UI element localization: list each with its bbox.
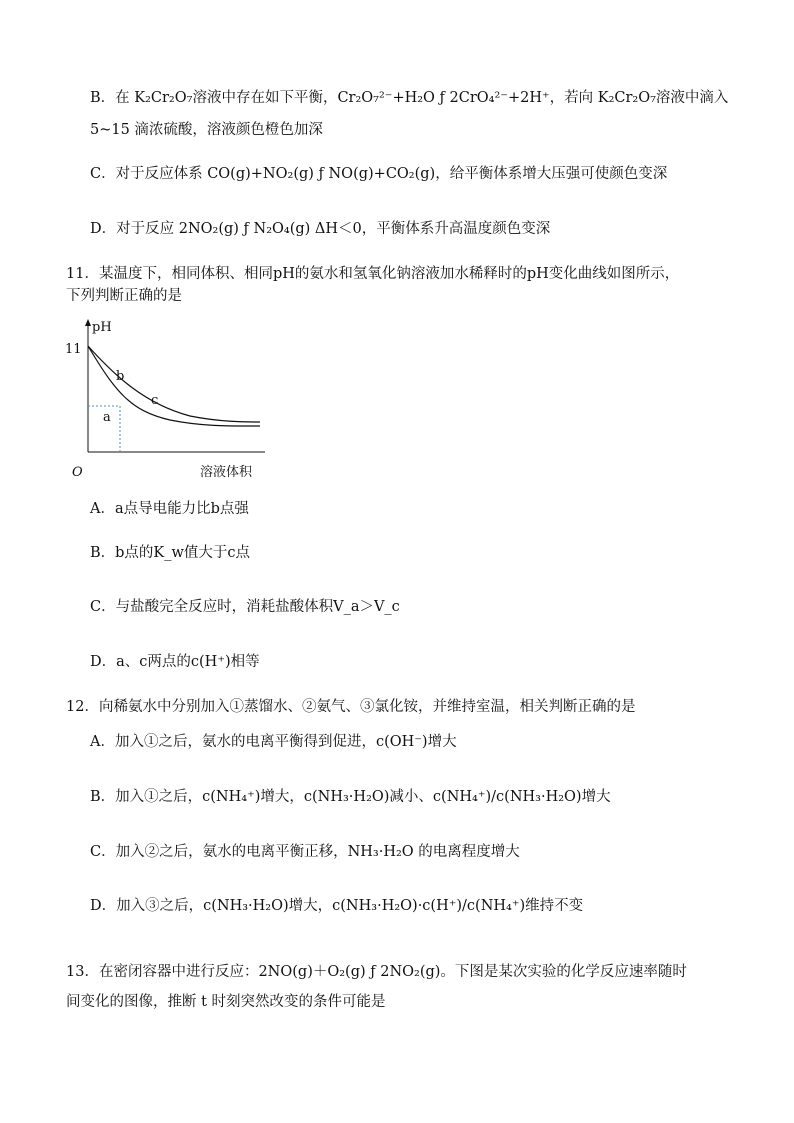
point-b-label: b — [116, 369, 125, 384]
q11-option-b: B．b点的K_w值大于c点 — [90, 545, 251, 561]
q10-option-b-line2: 5~15 滴浓硫酸，溶液颜色橙色加深 — [90, 122, 323, 138]
point-a-label: a — [103, 410, 111, 425]
q12-option-c: C．加入②之后，氨水的电离平衡正移，NH₃·H₂O 的电离程度增大 — [90, 844, 520, 860]
y-tick-11: 11 — [65, 342, 82, 357]
q11-stem-line2: 下列判断正确的是 — [66, 288, 182, 304]
q11-option-c: C．与盐酸完全反应时，消耗盐酸体积V_a＞V_c — [90, 599, 400, 615]
curve-upper — [88, 346, 260, 426]
q11-option-a: A．a点导电能力比b点强 — [90, 501, 249, 517]
origin-label: O — [72, 465, 83, 480]
q12-option-b: B．加入①之后，c(NH₄⁺)增大，c(NH₃·H₂O)减小、c(NH₄⁺)/c(NH₃·H₂O)增大 — [90, 789, 611, 805]
q12-option-a: A．加入①之后，氨水的电离平衡得到促进，c(OH⁻)增大 — [90, 734, 457, 750]
q12-stem: 12．向稀氨水中分别加入①蒸馏水、②氨气、③氯化铵，并维持室温，相关判断正确的是 — [66, 699, 636, 715]
q10-option-c: C．对于反应体系 CO(g)+NO₂(g) ƒ NO(g)+CO₂(g)，给平衡体系增大压强可使颜色变深 — [90, 166, 668, 182]
q10-option-b-line1: B．在 K₂Cr₂O₇溶液中存在如下平衡，Cr₂O₇²⁻+H₂O ƒ 2CrO₄²⁻+2H⁺，若向 K₂Cr₂O₇溶液中滴入 — [90, 90, 729, 106]
q13-stem-line1: 13．在密闭容器中进行反应：2NO(g)＋O₂(g) ƒ 2NO₂(g)。下图是某次实验的化学反应速率随时 — [66, 964, 687, 980]
x-axis-label: 溶液体积 — [200, 465, 253, 480]
q10-option-d: D．对于反应 2NO₂(g) ƒ N₂O₄(g) ΔH＜0，平衡体系升高温度颜色变深 — [90, 221, 551, 237]
ph-dilution-graph — [60, 316, 275, 481]
point-c-label: c — [151, 393, 159, 408]
q11-option-d: D．a、c两点的c(H⁺)相等 — [90, 654, 260, 670]
y-axis-arrow — [85, 319, 91, 326]
q12-option-d: D．加入③之后，c(NH₃·H₂O)增大，c(NH₃·H₂O)·c(H⁺)/c(NH₄⁺)维持不变 — [90, 898, 584, 914]
q13-stem-line2: 间变化的图像，推断 t 时刻突然改变的条件可能是 — [66, 994, 386, 1010]
q11-stem-line1: 11．某温度下，相同体积、相同pH的氨水和氢氧化钠溶液加水稀释时的pH变化曲线如图所示， — [66, 266, 680, 282]
y-axis-label: pH — [92, 320, 112, 335]
